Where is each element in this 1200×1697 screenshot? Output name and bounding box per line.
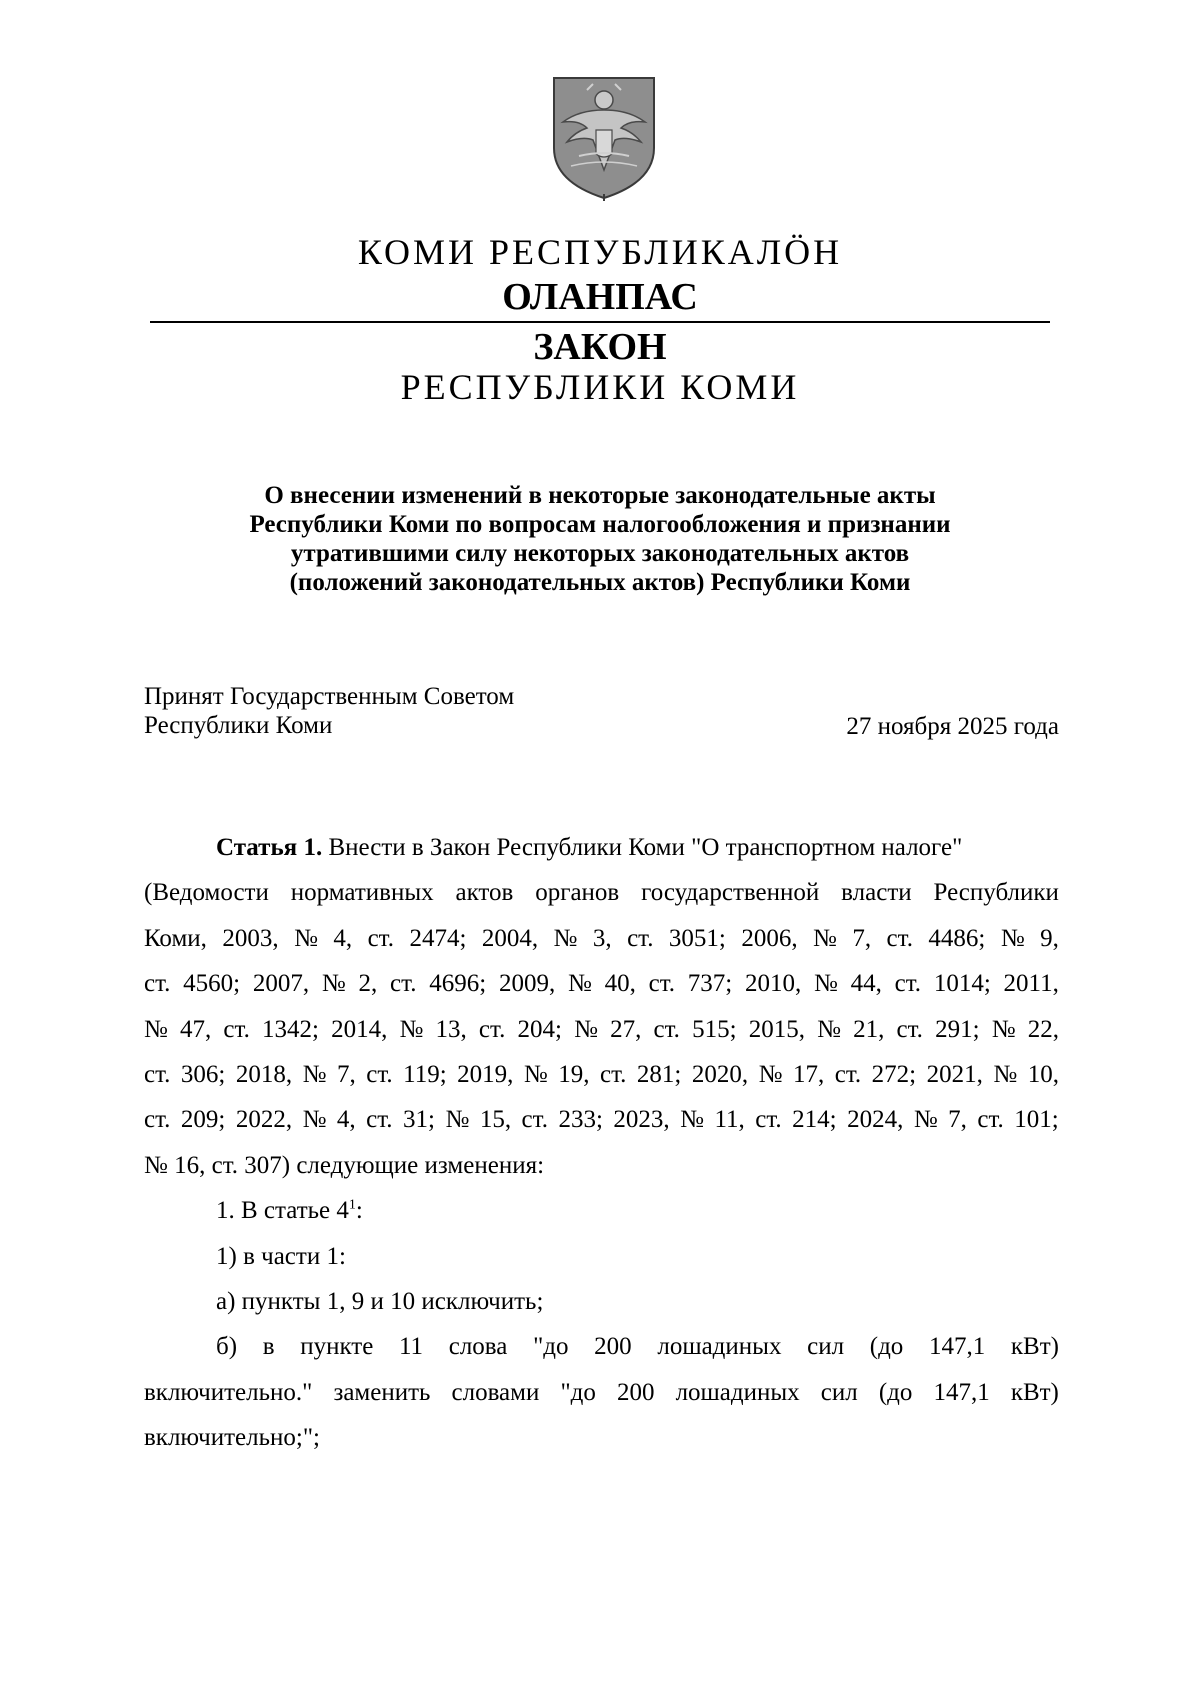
word: 2, bbox=[358, 970, 378, 998]
word: № bbox=[144, 1015, 168, 1043]
article-1-text: Внести в Закон Республики Коми "О транспортном налоге" bbox=[328, 834, 963, 861]
word: (до bbox=[869, 1333, 904, 1361]
word: № bbox=[758, 1061, 783, 1089]
word: № bbox=[294, 924, 318, 952]
word: "до bbox=[560, 1378, 596, 1406]
word: № bbox=[445, 1106, 470, 1134]
word: № bbox=[321, 970, 346, 998]
word: (до bbox=[878, 1378, 913, 1406]
word: 47, bbox=[180, 1015, 212, 1043]
word: № bbox=[814, 970, 838, 998]
word: ст. bbox=[627, 924, 654, 952]
word: 272; bbox=[871, 1061, 917, 1089]
word: сил bbox=[807, 1333, 845, 1361]
article-1-line: № 16, ст. 307) следующие изменения: bbox=[144, 1151, 545, 1179]
word: слова bbox=[448, 1333, 508, 1361]
word: нормативных bbox=[290, 879, 434, 907]
word: 2011, bbox=[1003, 970, 1059, 998]
word: 291; bbox=[935, 1015, 980, 1043]
word: 214; bbox=[792, 1106, 837, 1134]
adoption-line: Принят Государственным Советом bbox=[144, 683, 515, 710]
word: 13, bbox=[435, 1015, 467, 1043]
word: 31; bbox=[403, 1106, 435, 1134]
word: 147,1 bbox=[928, 1333, 986, 1361]
word: 3, bbox=[592, 924, 612, 952]
komi-coat-of-arms-icon bbox=[549, 70, 659, 202]
word: 1014; bbox=[933, 970, 991, 998]
article-1-line bbox=[144, 916, 1059, 961]
item-1-colon: : bbox=[355, 1197, 363, 1225]
word: кВт) bbox=[1010, 1333, 1059, 1361]
word: ст. bbox=[894, 970, 922, 998]
word: пункте bbox=[300, 1333, 374, 1361]
word: 9, bbox=[1040, 924, 1059, 952]
word: № bbox=[1000, 924, 1025, 952]
word: ст. bbox=[600, 1061, 627, 1089]
word: 281; bbox=[636, 1061, 682, 1089]
word: государственной bbox=[641, 879, 820, 907]
word: ст. bbox=[755, 1106, 782, 1134]
word: 10, bbox=[1027, 1061, 1059, 1089]
word: 2014, bbox=[331, 1015, 388, 1043]
word: ст. bbox=[144, 1106, 171, 1134]
word: 515; bbox=[692, 1015, 737, 1043]
word: 7, bbox=[336, 1061, 356, 1089]
sub-item-b-line bbox=[144, 1324, 1059, 1369]
article-1-line bbox=[144, 961, 1059, 1006]
item-1-text: 1. В статье 4 bbox=[216, 1197, 349, 1225]
sub-item-a: а) пункты 1, 9 и 10 исключить; bbox=[216, 1288, 544, 1316]
word: "до bbox=[533, 1333, 569, 1361]
word: ст. bbox=[366, 1061, 393, 1089]
adoption-line: Республики Коми bbox=[144, 712, 333, 739]
word: 2023, bbox=[613, 1106, 670, 1134]
word: ст. bbox=[144, 970, 171, 998]
word: 119; bbox=[403, 1061, 447, 1089]
word: б) bbox=[216, 1333, 238, 1361]
header-republic: РЕСПУБЛИКИ КОМИ bbox=[400, 367, 800, 407]
word: № bbox=[399, 1015, 424, 1043]
law-title-line: Республики Коми по вопросам налогообложения и признании bbox=[249, 511, 951, 538]
sub-item-b-line: включительно;"; bbox=[144, 1424, 320, 1452]
word: 27, bbox=[610, 1015, 642, 1043]
word: органов bbox=[535, 879, 620, 907]
word: 21, bbox=[853, 1015, 885, 1043]
word: 7, bbox=[948, 1106, 967, 1134]
word: 204; bbox=[517, 1015, 562, 1043]
word: 2022, bbox=[235, 1106, 293, 1134]
word: сил bbox=[820, 1378, 858, 1406]
word: 209; bbox=[180, 1106, 226, 1134]
word: 4560; bbox=[183, 970, 241, 998]
word: 4, bbox=[336, 1106, 356, 1134]
article-1-line bbox=[144, 1052, 1059, 1097]
law-title-line: (положений законодательных актов) Республики Коми bbox=[289, 569, 911, 596]
word: 2004, bbox=[481, 924, 539, 952]
law-title-line: О внесении изменений в некоторые законодательные акты bbox=[264, 482, 936, 509]
word: № bbox=[567, 970, 592, 998]
article-1-line bbox=[144, 870, 1059, 915]
word: 19, bbox=[558, 1061, 590, 1089]
word: 2003, bbox=[222, 924, 279, 952]
adoption-statement bbox=[144, 682, 514, 740]
header-olanpas: ОЛАНПАС bbox=[502, 276, 698, 318]
word: № bbox=[913, 1106, 938, 1134]
sub-item-b-line bbox=[144, 1370, 1059, 1415]
word: 737; bbox=[687, 970, 733, 998]
article-1-first-line bbox=[144, 825, 1059, 870]
adoption-date: 27 ноября 2025 года bbox=[846, 713, 1059, 740]
sub-item-1: 1) в части 1: bbox=[216, 1242, 346, 1270]
article-1-line bbox=[144, 1097, 1059, 1142]
header-divider bbox=[150, 321, 1050, 323]
word: 4, bbox=[333, 924, 353, 952]
word: 2015, bbox=[748, 1015, 805, 1043]
word: № bbox=[302, 1106, 327, 1134]
word: № bbox=[991, 1015, 1016, 1043]
word: актов bbox=[455, 879, 514, 907]
word: лошадиных bbox=[657, 1333, 782, 1361]
word: 3051; bbox=[668, 924, 726, 952]
word: 147,1 bbox=[933, 1378, 990, 1406]
header-zakon: ЗАКОН bbox=[533, 326, 667, 368]
word: Коми, bbox=[144, 924, 207, 952]
header-komi-language: КОМИ РЕСПУБЛИКАЛӦН bbox=[357, 232, 843, 272]
word: ст. bbox=[478, 1015, 506, 1043]
word: в bbox=[262, 1333, 275, 1361]
word: 2007, bbox=[252, 970, 310, 998]
word: ст. bbox=[144, 1061, 171, 1089]
word: (Ведомости bbox=[144, 879, 269, 907]
word: 2009, bbox=[498, 970, 556, 998]
word: № bbox=[553, 924, 578, 952]
word: ст. bbox=[886, 924, 913, 952]
word: № bbox=[813, 924, 837, 952]
word: 2019, bbox=[457, 1061, 514, 1089]
word: власти bbox=[841, 879, 912, 907]
word: кВт) bbox=[1010, 1378, 1059, 1406]
word: 200 bbox=[594, 1333, 632, 1361]
word: ст. bbox=[366, 1106, 393, 1134]
word: 2024, bbox=[847, 1106, 904, 1134]
word: 7, bbox=[852, 924, 872, 952]
word: ст. bbox=[648, 970, 675, 998]
word: заменить bbox=[333, 1378, 431, 1406]
word: ст. bbox=[367, 924, 394, 952]
word: ст. bbox=[896, 1015, 923, 1043]
law-title bbox=[150, 481, 1050, 597]
word: включительно." bbox=[144, 1378, 313, 1406]
word: 2018, bbox=[235, 1061, 293, 1089]
word: ст. bbox=[834, 1061, 862, 1089]
article-1 bbox=[144, 825, 1059, 1461]
word: 2010, bbox=[744, 970, 802, 998]
word: 40, bbox=[604, 970, 636, 998]
word: 101; bbox=[1014, 1106, 1059, 1134]
word: 2021, bbox=[926, 1061, 983, 1089]
word: № bbox=[817, 1015, 841, 1043]
word: Республики bbox=[933, 879, 1059, 907]
word: 4696; bbox=[429, 970, 487, 998]
law-title-line: утратившими силу некоторых законодательных актов bbox=[290, 540, 910, 567]
word: 200 bbox=[616, 1378, 655, 1406]
word: № bbox=[574, 1015, 598, 1043]
word: 306; bbox=[180, 1061, 226, 1089]
word: № bbox=[302, 1061, 327, 1089]
word: словами bbox=[451, 1378, 540, 1406]
word: 22, bbox=[1027, 1015, 1059, 1043]
word: № bbox=[523, 1061, 548, 1089]
word: 1342; bbox=[261, 1015, 319, 1043]
word: 2006, bbox=[741, 924, 798, 952]
word: 4486; bbox=[928, 924, 986, 952]
word: № bbox=[993, 1061, 1018, 1089]
word: ст. bbox=[223, 1015, 250, 1043]
word: 15, bbox=[479, 1106, 512, 1134]
word: лошадиных bbox=[675, 1378, 800, 1406]
word: ст. bbox=[977, 1106, 1004, 1134]
word: ст. bbox=[390, 970, 417, 998]
word: 11 bbox=[398, 1333, 424, 1361]
article-label: Статья 1. bbox=[216, 834, 323, 861]
word: 17, bbox=[792, 1061, 825, 1089]
word: 2020, bbox=[691, 1061, 749, 1089]
word: 2474; bbox=[409, 924, 467, 952]
word: № bbox=[680, 1106, 704, 1134]
word: 11, bbox=[714, 1106, 745, 1134]
item-1 bbox=[144, 1188, 1059, 1233]
word: ст. bbox=[653, 1015, 680, 1043]
word: ст. bbox=[521, 1106, 548, 1134]
word: 233; bbox=[558, 1106, 603, 1134]
article-1-line bbox=[144, 1007, 1059, 1052]
item-1-superscript: 1 bbox=[348, 1197, 356, 1213]
word: 44, bbox=[850, 970, 882, 998]
